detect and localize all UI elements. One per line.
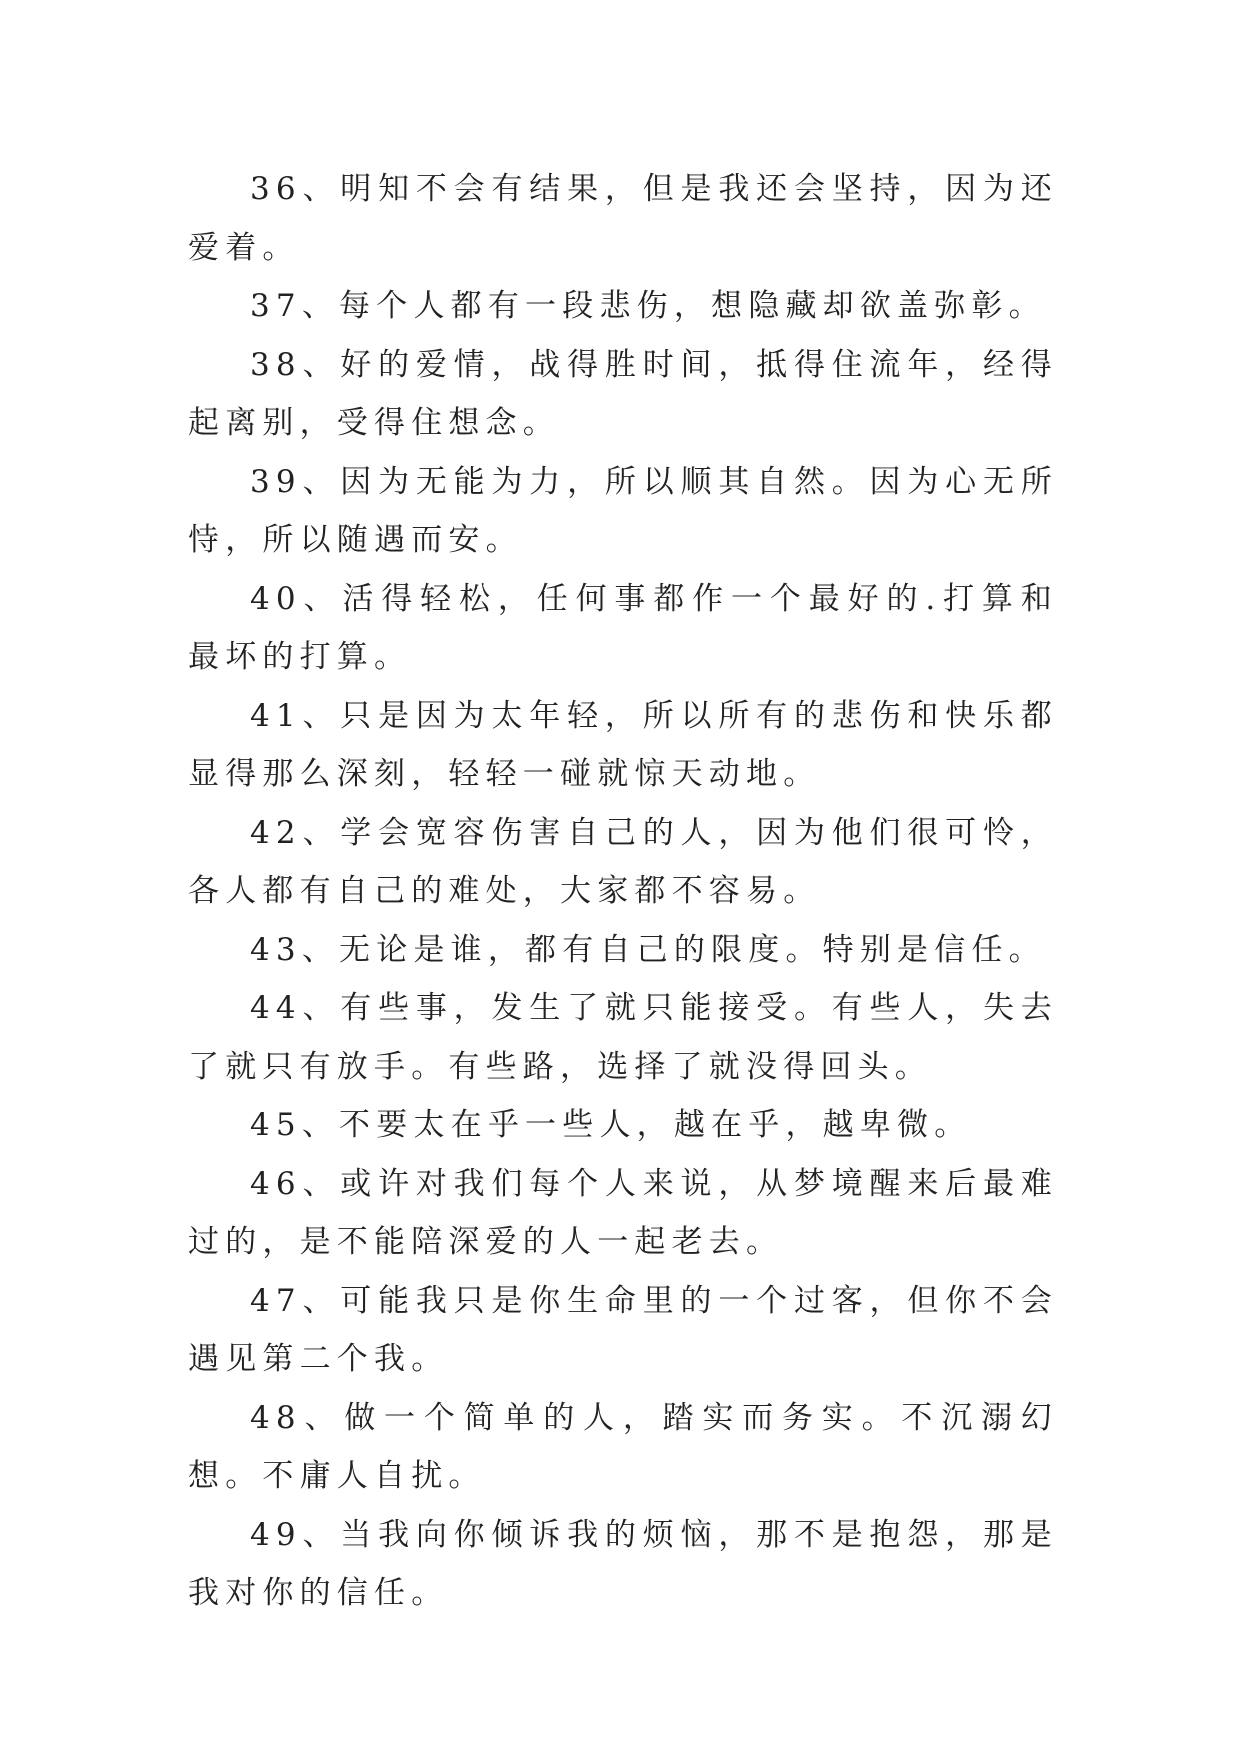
paragraph-49: 49、当我向你倾诉我的烦恼，那不是抱怨，那是我对你的信任。 <box>188 1516 1058 1611</box>
paragraph-43: 43、无论是谁，都有自己的限度。特别是信任。 <box>250 931 1046 968</box>
paragraph-40: 40、活得轻松，任何事都作一个最好的.打算和最坏的打算。 <box>188 580 1058 675</box>
paragraph-48: 48、做一个简单的人，踏实而务实。不沉溺幻想。不庸人自扰。 <box>188 1399 1058 1494</box>
paragraph-46: 46、或许对我们每个人来说，从梦境醒来后最难过的，是不能陪深爱的人一起老去。 <box>188 1165 1058 1260</box>
paragraph-47: 47、可能我只是你生命里的一个过客，但你不会遇见第二个我。 <box>188 1282 1058 1377</box>
paragraph-41: 41、只是因为太年轻，所以所有的悲伤和快乐都显得那么深刻，轻轻一碰就惊天动地。 <box>188 697 1058 792</box>
document-body <box>188 160 1058 1623</box>
paragraph-44: 44、有些事，发生了就只能接受。有些人，失去了就只有放手。有些路，选择了就没得回头。 <box>188 990 1058 1085</box>
paragraph-36: 36、明知不会有结果，但是我还会坚持，因为还爱着。 <box>188 171 1058 266</box>
paragraph-39: 39、因为无能为力，所以顺其自然。因为心无所恃，所以随遇而安。 <box>188 463 1058 558</box>
paragraph-42: 42、学会宽容伤害自己的人，因为他们很可怜，各人都有自己的难处，大家都不容易。 <box>188 814 1058 909</box>
paragraph-38: 38、好的爱情，战得胜时间，抵得住流年，经得起离别，受得住想念。 <box>188 346 1058 441</box>
paragraph-45: 45、不要太在乎一些人，越在乎，越卑微。 <box>250 1107 972 1143</box>
paragraph-37: 37、每个人都有一段悲伤，想隐藏却欲盖弥彰。 <box>250 288 1046 324</box>
